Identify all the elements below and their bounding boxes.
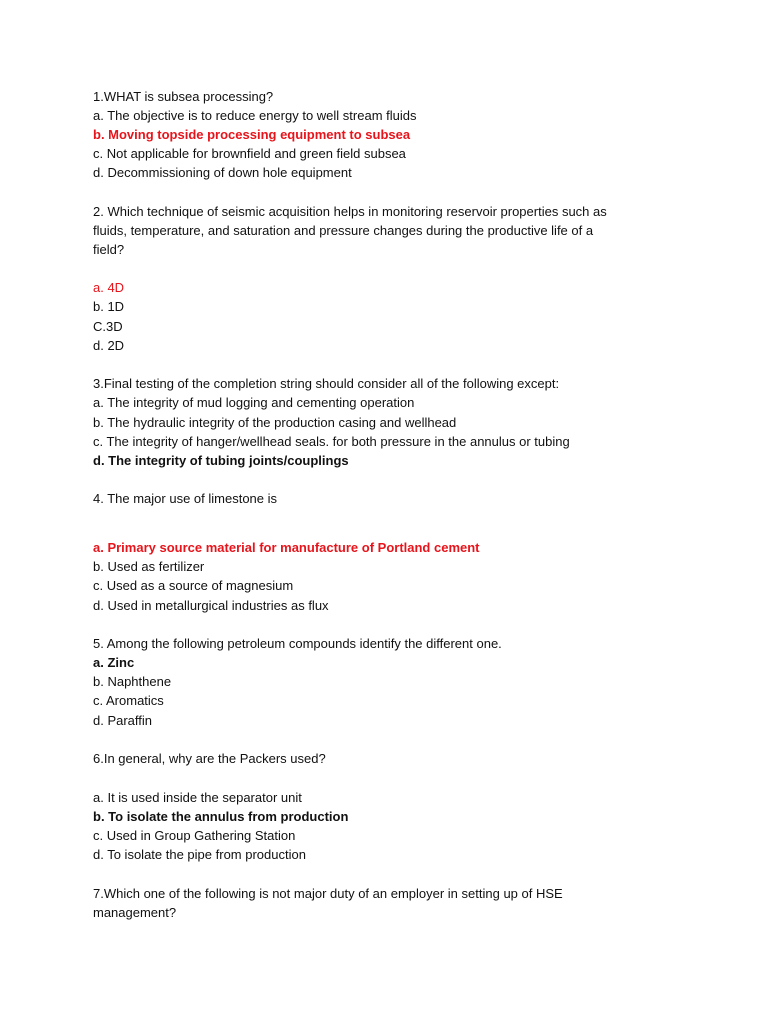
question-2-option-d: d. 2D: [93, 338, 125, 353]
question-7-prompt-line-2: management?: [93, 905, 177, 920]
question-2-option-a-answer: a. 4D: [93, 280, 125, 295]
question-4-option-d: d. Used in metallurgical industries as flux: [93, 598, 329, 613]
question-6-option-d: d. To isolate the pipe from production: [93, 847, 306, 862]
question-1-option-b-answer: b. Moving topside processing equipment to subsea: [93, 127, 411, 142]
question-3-option-c: c. The integrity of hanger/wellhead seals. for both pressure in the annulus or tubing: [93, 434, 570, 449]
question-4-option-b: b. Used as fertilizer: [93, 559, 205, 574]
question-1-option-c: c. Not applicable for brownfield and green field subsea: [93, 146, 406, 161]
question-3-option-a: a. The integrity of mud logging and cementing operation: [93, 395, 415, 410]
question-2-option-b: b. 1D: [93, 299, 125, 314]
question-4-option-a-answer: a. Primary source material for manufacture of Portland cement: [93, 540, 480, 555]
question-5-option-c: c. Aromatics: [93, 693, 164, 708]
question-3-prompt: 3.Final testing of the completion string should consider all of the following except:: [93, 376, 560, 391]
question-2-prompt-line-2: fluids, temperature, and saturation and pressure changes during the productive life of a: [93, 223, 594, 238]
question-2-option-c: C.3D: [93, 319, 123, 334]
question-2-prompt-line-3: field?: [93, 242, 125, 257]
question-1-prompt: 1.WHAT is subsea processing?: [93, 89, 274, 104]
question-7-prompt-line-1: 7.Which one of the following is not major duty of an employer in setting up of HSE: [93, 886, 563, 901]
question-5-prompt: 5. Among the following petroleum compounds identify the different one.: [93, 636, 502, 651]
question-5-option-b: b. Naphthene: [93, 674, 172, 689]
question-5-option-d: d. Paraffin: [93, 713, 153, 728]
question-6-option-c: c. Used in Group Gathering Station: [93, 828, 296, 843]
question-2-prompt-line-1: 2. Which technique of seismic acquisition helps in monitoring reservoir properties such as: [93, 204, 607, 219]
question-3-option-b: b. The hydraulic integrity of the production casing and wellhead: [93, 415, 457, 430]
question-4-prompt: 4. The major use of limestone is: [93, 491, 278, 506]
question-4-option-c: c. Used as a source of magnesium: [93, 578, 294, 593]
question-5-option-a-answer: a. Zinc: [93, 655, 135, 670]
question-1-option-d: d. Decommissioning of down hole equipment: [93, 165, 352, 180]
question-1-option-a: a. The objective is to reduce energy to well stream fluids: [93, 108, 417, 123]
question-3-option-d-answer: d. The integrity of tubing joints/couplings: [93, 453, 349, 468]
question-6-prompt: 6.In general, why are the Packers used?: [93, 751, 326, 766]
question-6-option-b-answer: b. To isolate the annulus from production: [93, 809, 349, 824]
question-6-option-a: a. It is used inside the separator unit: [93, 790, 302, 805]
